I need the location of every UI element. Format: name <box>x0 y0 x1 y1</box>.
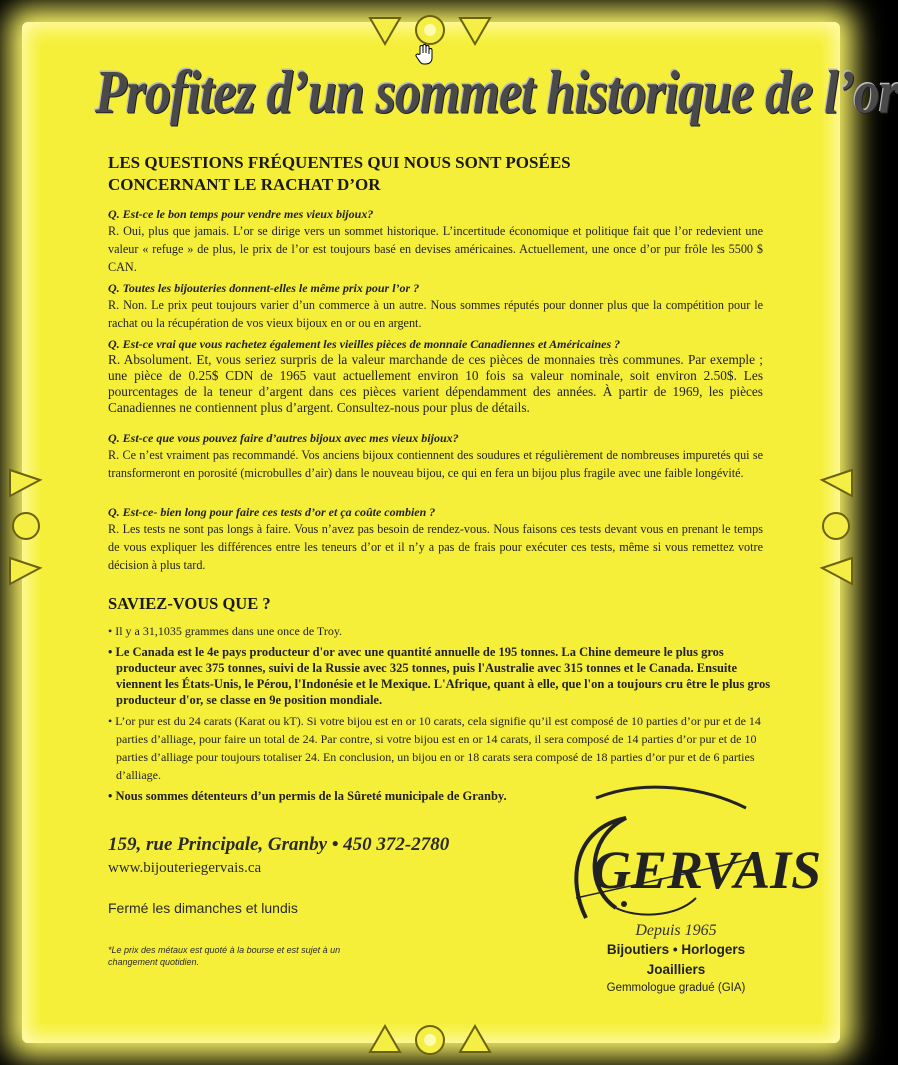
faq-item <box>108 206 763 276</box>
opening-hours: Fermé les dimanches et lundis <box>108 900 298 916</box>
faq-question: Q. Est-ce que vous pouvez faire d’autres bijoux avec mes vieux bijoux? <box>108 431 459 445</box>
price-disclaimer: *Le prix des métaux est quoté à la bourse et est sujet à un changement quotidien. <box>108 945 341 967</box>
gervais-logo <box>556 778 822 1008</box>
faq-heading-line1: LES QUESTIONS FRÉQUENTES QUI NOUS SONT POSÉES <box>108 153 571 172</box>
logo-trade-line2: Joailliers <box>646 962 706 977</box>
gervais-logo-icon <box>556 778 822 928</box>
fact-text: Il y a 31,1035 grammes dans une once de Troy. <box>115 624 343 638</box>
fact-bullet: • Nous sommes détenteurs d’un permis de la Sûreté municipale de Granby. <box>108 789 507 803</box>
fact-text: L’or pur est du 24 carats (Karat ou kT). Si votre bijou est en or 10 carats, cela signifie qu’il est composé de 10 parties d’or pur et de 14 parties d’alliage, pour faire un total de 24. Par contre, si votre bijou est en or 14 carats, il sera composé de 14 parties d’or pur et de 10 parties d’alliage pour toujours totaliser 24. En conclusion, un bijou en or 18 carats sera composé de 18 parties d’or pur et de 6 parties d’alliage. <box>115 714 761 782</box>
fact-bullet: • Il y a 31,1035 grammes dans une once de Troy. <box>108 624 343 638</box>
faq-question: Q. Est-ce vrai que vous rachetez également les vieilles pièces de monnaie Canadiennes et Américaines ? <box>108 337 621 351</box>
left-ornament-icon <box>2 462 52 592</box>
store-address: 159, rue Principale, Granby • 450 372-2780 <box>108 834 450 855</box>
faq-heading <box>108 152 768 196</box>
fact-text: Nous sommes détenteurs d’un permis de la Sûreté municipale de Granby. <box>115 789 507 803</box>
fact-bullet: • L’or pur est du 24 carats (Karat ou kT). Si votre bijou est en or 10 carats, cela signifie qu’il est composé de 10 parties d’or pur et de 14 parties d’alliage, pour faire un total de 24. Par contre, si votre bijou est en or 14 carats, il sera composé de 14 parties d’or pur et de 10 parties d’alliage pour toujours totaliser 24. En conclusion, un bijou en or 18 carats sera composé de 18 parties d’or pur et de 6 parties d’alliage. <box>108 714 761 782</box>
faq-answer: R. Ce n’est vraiment pas recommandé. Vos anciens bijoux contiennent des soudures et régulièrement de nombreuses impuretés qui se transformeront en porosité (microbulles d’air) dans le nouveau bijou, ce qui en fera un bijou plus fragile avec une faible longévité. <box>108 448 763 480</box>
logo-trade-line3: Gemmologue gradué (GIA) <box>606 982 746 994</box>
saviez-heading: SAVIEZ-VOUS QUE ? <box>108 594 271 613</box>
faq-heading-line2: CONCERNANT LE RACHAT D’OR <box>108 175 381 194</box>
faq-question: Q. Est-ce le bon temps pour vendre mes vieux bijoux? <box>108 207 374 221</box>
faq-answer: R. Absolument. Et, vous seriez surpris de la valeur marchande de ces pièces de monnaies très communes. Par exemple ; une pièce de 0.25$ CDN de 1965 vaut actuellement environ 10 fois sa valeur nominale, soit environ 2.50$. Les pourcentages de la teneur d’argent dans ces pièces varient dépendamment des années. À partir de 1969, les pièces Canadiennes ne contiennent plus d’argent. Consultez-nous pour plus de détails. <box>108 352 763 415</box>
logo-since: Depuis 1965 <box>635 922 717 939</box>
fact-bullet: • Le Canada est le 4e pays producteur d'or avec une quantité annuelle de 195 tonnes. La Chine demeure le plus gros producteur avec 375 tonnes, suivi de la Russie avec 325 tonnes, puis l'Australie avec 315 tonnes et le Canada. Ensuite viennent les États-Unis, le Pérou, l'Indonésie et le Mexique. L'Afrique, quant à elle, que l'on a toujours cru être le plus gros producteur d'or, se classe en 9e position mondiale. <box>108 645 771 707</box>
page-title: Profitez d’un sommet historique de l’or <box>95 59 898 127</box>
faq-answer: R. Les tests ne sont pas longs à faire. Vous n’avez pas besoin de rendez-vous. Nous faisons ces tests devant vous en prenant le temps de vous expliquer les différences entre les teneurs d’or et il n’y a pas de frais pour exécuter ces tests, même si vous remettez votre décision à plus tard. <box>108 522 763 572</box>
bottom-ornament-icon <box>360 1012 500 1062</box>
right-ornament-icon <box>810 462 860 592</box>
faq-answer: R. Non. Le prix peut toujours varier d’un commerce à un autre. Nous sommes réputés pour donner plus que la compétition pour le rachat ou la récupération de vos vieux bijoux en or ou en argent. <box>108 298 763 330</box>
faq-answer: R. Oui, plus que jamais. L’or se dirige vers un sommet historique. L’incertitude économique et politique fait que l’or redevient une valeur « refuge » de plus, le prix de l’or est toujours basé en devises américaines. Actuellement, une once d’or pur frôle les 5500 $ CAN. <box>108 224 763 274</box>
svg-text:GERVAIS: GERVAIS <box>592 840 822 900</box>
logo-trade-line1: Bijoutiers • Horlogers <box>606 942 746 957</box>
website-link[interactable]: www.bijouteriegervais.ca <box>108 860 262 876</box>
faq-item <box>108 504 763 574</box>
fact-text: Le Canada est le 4e pays producteur d'or avec une quantité annuelle de 195 tonnes. La Chine demeure le plus gros producteur avec 375 tonnes, suivi de la Russie avec 325 tonnes, puis l'Australie avec 315 tonnes et le Canada. Ensuite viennent les États-Unis, le Pérou, l'Indonésie et le Mexique. L'Afrique, quant à elle, que l'on a toujours cru être le plus gros producteur d'or, se classe en 9e position mondiale. <box>115 645 771 707</box>
faq-question: Q. Est-ce- bien long pour faire ces tests d’or et ça coûte combien ? <box>108 505 436 519</box>
faq-item <box>108 430 763 482</box>
faq-item <box>108 336 763 416</box>
faq-item <box>108 280 763 332</box>
faq-question: Q. Toutes les bijouteries donnent-elles le même prix pour l’or ? <box>108 281 420 295</box>
